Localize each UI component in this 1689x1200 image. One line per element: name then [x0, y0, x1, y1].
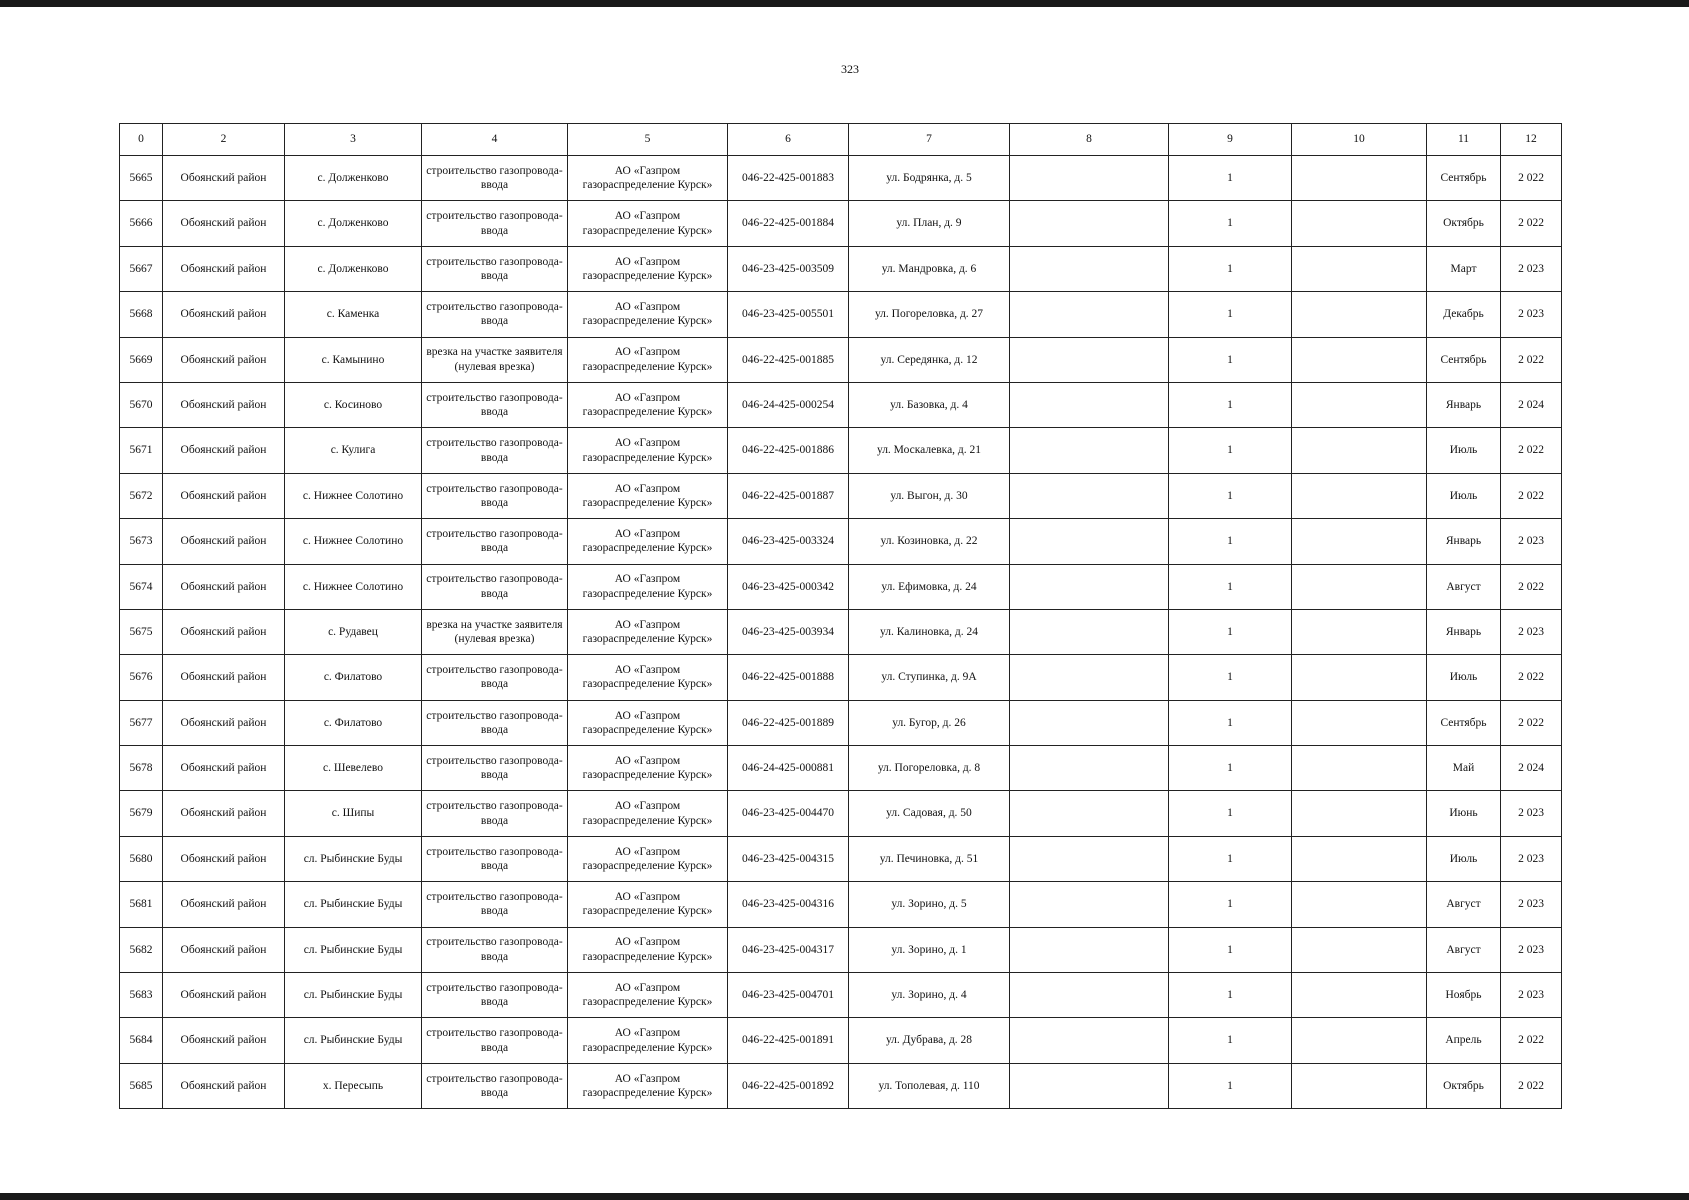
organization-cell: АО «Газпром газораспределение Курск» [568, 428, 728, 473]
count-cell: 1 [1169, 337, 1292, 382]
work-type-cell: строительство газопровода-ввода [422, 519, 568, 564]
column-10-cell [1292, 337, 1427, 382]
column-header: 4 [422, 124, 568, 156]
table-row [120, 201, 1562, 246]
address-cell: ул. Бодрянка, д. 5 [849, 156, 1010, 201]
column-8-cell [1010, 655, 1169, 700]
address-cell: ул. Выгон, д. 30 [849, 473, 1010, 518]
address-cell: ул. Мандровка, д. 6 [849, 246, 1010, 291]
district-cell: Обоянский район [163, 519, 285, 564]
locality-cell: с. Нижнее Солотино [285, 564, 422, 609]
address-cell: ул. Бугор, д. 26 [849, 700, 1010, 745]
address-cell: ул. Зорино, д. 5 [849, 882, 1010, 927]
month-cell: Июль [1427, 473, 1501, 518]
year-cell: 2 022 [1501, 201, 1562, 246]
header-row [120, 124, 1562, 156]
work-type-cell: строительство газопровода-ввода [422, 473, 568, 518]
column-8-cell [1010, 973, 1169, 1018]
code-cell: 046-23-425-003934 [728, 609, 849, 654]
organization-cell: АО «Газпром газораспределение Курск» [568, 246, 728, 291]
table-row [120, 473, 1562, 518]
year-cell: 2 024 [1501, 382, 1562, 427]
address-cell: ул. Зорино, д. 1 [849, 927, 1010, 972]
district-cell: Обоянский район [163, 1018, 285, 1063]
locality-cell: сл. Рыбинские Буды [285, 927, 422, 972]
district-cell: Обоянский район [163, 882, 285, 927]
code-cell: 046-23-425-004316 [728, 882, 849, 927]
code-cell: 046-23-425-005501 [728, 292, 849, 337]
work-type-cell: строительство газопровода-ввода [422, 1063, 568, 1108]
work-type-cell: строительство газопровода-ввода [422, 700, 568, 745]
year-cell: 2 022 [1501, 700, 1562, 745]
district-cell: Обоянский район [163, 791, 285, 836]
address-cell: ул. Козиновка, д. 22 [849, 519, 1010, 564]
organization-cell: АО «Газпром газораспределение Курск» [568, 156, 728, 201]
work-type-cell: строительство газопровода-ввода [422, 746, 568, 791]
organization-cell: АО «Газпром газораспределение Курск» [568, 655, 728, 700]
count-cell: 1 [1169, 156, 1292, 201]
column-10-cell [1292, 292, 1427, 337]
address-cell: ул. Погореловка, д. 8 [849, 746, 1010, 791]
count-cell: 1 [1169, 564, 1292, 609]
year-cell: 2 023 [1501, 609, 1562, 654]
count-cell: 1 [1169, 609, 1292, 654]
column-10-cell [1292, 564, 1427, 609]
column-10-cell [1292, 655, 1427, 700]
column-10-cell [1292, 836, 1427, 881]
address-cell: ул. Дубрава, д. 28 [849, 1018, 1010, 1063]
column-10-cell [1292, 201, 1427, 246]
district-cell: Обоянский район [163, 609, 285, 654]
table-row [120, 428, 1562, 473]
month-cell: Июнь [1427, 791, 1501, 836]
organization-cell: АО «Газпром газораспределение Курск» [568, 1018, 728, 1063]
column-10-cell [1292, 519, 1427, 564]
column-header: 3 [285, 124, 422, 156]
count-cell: 1 [1169, 700, 1292, 745]
year-cell: 2 023 [1501, 836, 1562, 881]
district-cell: Обоянский район [163, 382, 285, 427]
code-cell: 046-22-425-001887 [728, 473, 849, 518]
table-row [120, 836, 1562, 881]
column-header: 6 [728, 124, 849, 156]
district-cell: Обоянский район [163, 156, 285, 201]
year-cell: 2 022 [1501, 1063, 1562, 1108]
year-cell: 2 024 [1501, 746, 1562, 791]
column-8-cell [1010, 292, 1169, 337]
locality-cell: сл. Рыбинские Буды [285, 1018, 422, 1063]
district-cell: Обоянский район [163, 246, 285, 291]
organization-cell: АО «Газпром газораспределение Курск» [568, 519, 728, 564]
code-cell: 046-22-425-001884 [728, 201, 849, 246]
table-row [120, 337, 1562, 382]
month-cell: Май [1427, 746, 1501, 791]
district-cell: Обоянский район [163, 428, 285, 473]
scan-border-bottom [0, 1193, 1689, 1200]
locality-cell: с. Рудавец [285, 609, 422, 654]
district-cell: Обоянский район [163, 337, 285, 382]
address-cell: ул. План, д. 9 [849, 201, 1010, 246]
address-cell: ул. Печиновка, д. 51 [849, 836, 1010, 881]
column-8-cell [1010, 1063, 1169, 1108]
row-number-cell: 5685 [120, 1063, 163, 1108]
organization-cell: АО «Газпром газораспределение Курск» [568, 791, 728, 836]
count-cell: 1 [1169, 201, 1292, 246]
work-type-cell: строительство газопровода-ввода [422, 836, 568, 881]
table-row [120, 655, 1562, 700]
organization-cell: АО «Газпром газораспределение Курск» [568, 882, 728, 927]
table-row [120, 1018, 1562, 1063]
month-cell: Сентябрь [1427, 700, 1501, 745]
row-number-cell: 5680 [120, 836, 163, 881]
year-cell: 2 022 [1501, 473, 1562, 518]
year-cell: 2 022 [1501, 655, 1562, 700]
address-cell: ул. Садовая, д. 50 [849, 791, 1010, 836]
code-cell: 046-22-425-001883 [728, 156, 849, 201]
month-cell: Январь [1427, 382, 1501, 427]
address-cell: ул. Зорино, д. 4 [849, 973, 1010, 1018]
column-header: 0 [120, 124, 163, 156]
month-cell: Декабрь [1427, 292, 1501, 337]
month-cell: Январь [1427, 519, 1501, 564]
code-cell: 046-23-425-000342 [728, 564, 849, 609]
locality-cell: с. Долженково [285, 246, 422, 291]
month-cell: Июль [1427, 428, 1501, 473]
row-number-cell: 5681 [120, 882, 163, 927]
column-header: 7 [849, 124, 1010, 156]
month-cell: Сентябрь [1427, 337, 1501, 382]
address-cell: ул. Погореловка, д. 27 [849, 292, 1010, 337]
column-header: 5 [568, 124, 728, 156]
column-10-cell [1292, 156, 1427, 201]
work-type-cell: врезка на участке заявителя (нулевая врезка) [422, 337, 568, 382]
row-number-cell: 5682 [120, 927, 163, 972]
work-type-cell: строительство газопровода-ввода [422, 791, 568, 836]
code-cell: 046-22-425-001891 [728, 1018, 849, 1063]
code-cell: 046-23-425-004315 [728, 836, 849, 881]
work-type-cell: врезка на участке заявителя (нулевая врезка) [422, 609, 568, 654]
address-cell: ул. Базовка, д. 4 [849, 382, 1010, 427]
month-cell: Март [1427, 246, 1501, 291]
month-cell: Апрель [1427, 1018, 1501, 1063]
column-8-cell [1010, 564, 1169, 609]
column-8-cell [1010, 428, 1169, 473]
column-8-cell [1010, 791, 1169, 836]
work-type-cell: строительство газопровода-ввода [422, 973, 568, 1018]
code-cell: 046-23-425-004470 [728, 791, 849, 836]
table-row [120, 1063, 1562, 1108]
table-row [120, 519, 1562, 564]
locality-cell: сл. Рыбинские Буды [285, 882, 422, 927]
row-number-cell: 5676 [120, 655, 163, 700]
column-10-cell [1292, 927, 1427, 972]
column-header: 12 [1501, 124, 1562, 156]
organization-cell: АО «Газпром газораспределение Курск» [568, 382, 728, 427]
table-row [120, 973, 1562, 1018]
row-number-cell: 5669 [120, 337, 163, 382]
locality-cell: с. Кулига [285, 428, 422, 473]
locality-cell: с. Филатово [285, 655, 422, 700]
column-8-cell [1010, 201, 1169, 246]
district-cell: Обоянский район [163, 292, 285, 337]
column-8-cell [1010, 700, 1169, 745]
row-number-cell: 5672 [120, 473, 163, 518]
row-number-cell: 5675 [120, 609, 163, 654]
district-cell: Обоянский район [163, 927, 285, 972]
year-cell: 2 023 [1501, 882, 1562, 927]
count-cell: 1 [1169, 1063, 1292, 1108]
code-cell: 046-23-425-003509 [728, 246, 849, 291]
address-cell: ул. Середянка, д. 12 [849, 337, 1010, 382]
column-8-cell [1010, 156, 1169, 201]
code-cell: 046-24-425-000254 [728, 382, 849, 427]
count-cell: 1 [1169, 882, 1292, 927]
district-cell: Обоянский район [163, 473, 285, 518]
work-type-cell: строительство газопровода-ввода [422, 655, 568, 700]
column-8-cell [1010, 836, 1169, 881]
locality-cell: с. Долженково [285, 201, 422, 246]
year-cell: 2 022 [1501, 1018, 1562, 1063]
locality-cell: с. Нижнее Солотино [285, 473, 422, 518]
table-row [120, 382, 1562, 427]
table-row [120, 609, 1562, 654]
organization-cell: АО «Газпром газораспределение Курск» [568, 201, 728, 246]
locality-cell: с. Долженково [285, 156, 422, 201]
month-cell: Август [1427, 927, 1501, 972]
address-cell: ул. Тополевая, д. 110 [849, 1063, 1010, 1108]
column-header: 11 [1427, 124, 1501, 156]
code-cell: 046-22-425-001889 [728, 700, 849, 745]
locality-cell: с. Шевелево [285, 746, 422, 791]
row-number-cell: 5683 [120, 973, 163, 1018]
column-8-cell [1010, 246, 1169, 291]
month-cell: Июль [1427, 655, 1501, 700]
year-cell: 2 023 [1501, 927, 1562, 972]
row-number-cell: 5670 [120, 382, 163, 427]
code-cell: 046-22-425-001888 [728, 655, 849, 700]
column-8-cell [1010, 1018, 1169, 1063]
year-cell: 2 023 [1501, 791, 1562, 836]
count-cell: 1 [1169, 519, 1292, 564]
count-cell: 1 [1169, 382, 1292, 427]
locality-cell: с. Каменка [285, 292, 422, 337]
column-8-cell [1010, 519, 1169, 564]
column-8-cell [1010, 746, 1169, 791]
year-cell: 2 023 [1501, 519, 1562, 564]
column-8-cell [1010, 337, 1169, 382]
organization-cell: АО «Газпром газораспределение Курск» [568, 836, 728, 881]
month-cell: Август [1427, 882, 1501, 927]
month-cell: Январь [1427, 609, 1501, 654]
address-cell: ул. Москалевка, д. 21 [849, 428, 1010, 473]
count-cell: 1 [1169, 973, 1292, 1018]
organization-cell: АО «Газпром газораспределение Курск» [568, 609, 728, 654]
column-10-cell [1292, 382, 1427, 427]
count-cell: 1 [1169, 836, 1292, 881]
organization-cell: АО «Газпром газораспределение Курск» [568, 700, 728, 745]
year-cell: 2 022 [1501, 564, 1562, 609]
column-10-cell [1292, 473, 1427, 518]
organization-cell: АО «Газпром газораспределение Курск» [568, 564, 728, 609]
organization-cell: АО «Газпром газораспределение Курск» [568, 292, 728, 337]
count-cell: 1 [1169, 428, 1292, 473]
year-cell: 2 023 [1501, 973, 1562, 1018]
column-10-cell [1292, 882, 1427, 927]
count-cell: 1 [1169, 246, 1292, 291]
code-cell: 046-24-425-000881 [728, 746, 849, 791]
column-8-cell [1010, 473, 1169, 518]
district-cell: Обоянский район [163, 564, 285, 609]
count-cell: 1 [1169, 473, 1292, 518]
code-cell: 046-23-425-004317 [728, 927, 849, 972]
year-cell: 2 022 [1501, 428, 1562, 473]
code-cell: 046-22-425-001892 [728, 1063, 849, 1108]
district-cell: Обоянский район [163, 836, 285, 881]
scan-border-top [0, 0, 1689, 7]
column-10-cell [1292, 428, 1427, 473]
table-row [120, 564, 1562, 609]
district-cell: Обоянский район [163, 201, 285, 246]
work-type-cell: строительство газопровода-ввода [422, 292, 568, 337]
count-cell: 1 [1169, 655, 1292, 700]
column-10-cell [1292, 746, 1427, 791]
column-8-cell [1010, 927, 1169, 972]
column-10-cell [1292, 973, 1427, 1018]
month-cell: Июль [1427, 836, 1501, 881]
work-type-cell: строительство газопровода-ввода [422, 1018, 568, 1063]
row-number-cell: 5677 [120, 700, 163, 745]
year-cell: 2 023 [1501, 246, 1562, 291]
organization-cell: АО «Газпром газораспределение Курск» [568, 1063, 728, 1108]
row-number-cell: 5679 [120, 791, 163, 836]
code-cell: 046-23-425-003324 [728, 519, 849, 564]
organization-cell: АО «Газпром газораспределение Курск» [568, 473, 728, 518]
table-row [120, 292, 1562, 337]
column-10-cell [1292, 791, 1427, 836]
work-type-cell: строительство газопровода-ввода [422, 564, 568, 609]
row-number-cell: 5671 [120, 428, 163, 473]
row-number-cell: 5674 [120, 564, 163, 609]
work-type-cell: строительство газопровода-ввода [422, 882, 568, 927]
row-number-cell: 5667 [120, 246, 163, 291]
organization-cell: АО «Газпром газораспределение Курск» [568, 746, 728, 791]
count-cell: 1 [1169, 292, 1292, 337]
year-cell: 2 022 [1501, 156, 1562, 201]
registry-table [119, 123, 1562, 1109]
row-number-cell: 5666 [120, 201, 163, 246]
table-row [120, 791, 1562, 836]
work-type-cell: строительство газопровода-ввода [422, 382, 568, 427]
month-cell: Сентябрь [1427, 156, 1501, 201]
column-10-cell [1292, 1018, 1427, 1063]
locality-cell: сл. Рыбинские Буды [285, 836, 422, 881]
month-cell: Октябрь [1427, 201, 1501, 246]
work-type-cell: строительство газопровода-ввода [422, 156, 568, 201]
table-row [120, 700, 1562, 745]
column-8-cell [1010, 382, 1169, 427]
count-cell: 1 [1169, 746, 1292, 791]
work-type-cell: строительство газопровода-ввода [422, 246, 568, 291]
column-header: 10 [1292, 124, 1427, 156]
district-cell: Обоянский район [163, 973, 285, 1018]
month-cell: Август [1427, 564, 1501, 609]
locality-cell: с. Филатово [285, 700, 422, 745]
column-10-cell [1292, 609, 1427, 654]
locality-cell: с. Шипы [285, 791, 422, 836]
row-number-cell: 5684 [120, 1018, 163, 1063]
column-header: 9 [1169, 124, 1292, 156]
locality-cell: с. Нижнее Солотино [285, 519, 422, 564]
address-cell: ул. Ефимовка, д. 24 [849, 564, 1010, 609]
column-8-cell [1010, 882, 1169, 927]
column-header: 2 [163, 124, 285, 156]
address-cell: ул. Калиновка, д. 24 [849, 609, 1010, 654]
organization-cell: АО «Газпром газораспределение Курск» [568, 337, 728, 382]
locality-cell: с. Косиново [285, 382, 422, 427]
count-cell: 1 [1169, 1018, 1292, 1063]
locality-cell: х. Пересыпь [285, 1063, 422, 1108]
column-10-cell [1292, 1063, 1427, 1108]
address-cell: ул. Ступинка, д. 9А [849, 655, 1010, 700]
district-cell: Обоянский район [163, 1063, 285, 1108]
table-row [120, 746, 1562, 791]
code-cell: 046-22-425-001886 [728, 428, 849, 473]
table-row [120, 927, 1562, 972]
work-type-cell: строительство газопровода-ввода [422, 927, 568, 972]
district-cell: Обоянский район [163, 746, 285, 791]
organization-cell: АО «Газпром газораспределение Курск» [568, 927, 728, 972]
row-number-cell: 5678 [120, 746, 163, 791]
district-cell: Обоянский район [163, 700, 285, 745]
table-body [120, 156, 1562, 1109]
page-number: 323 [841, 62, 859, 76]
table-row [120, 882, 1562, 927]
month-cell: Октябрь [1427, 1063, 1501, 1108]
month-cell: Ноябрь [1427, 973, 1501, 1018]
table-row [120, 156, 1562, 201]
code-cell: 046-23-425-004701 [728, 973, 849, 1018]
count-cell: 1 [1169, 927, 1292, 972]
code-cell: 046-22-425-001885 [728, 337, 849, 382]
organization-cell: АО «Газпром газораспределение Курск» [568, 973, 728, 1018]
work-type-cell: строительство газопровода-ввода [422, 428, 568, 473]
year-cell: 2 022 [1501, 337, 1562, 382]
column-header: 8 [1010, 124, 1169, 156]
row-number-cell: 5668 [120, 292, 163, 337]
locality-cell: сл. Рыбинские Буды [285, 973, 422, 1018]
column-8-cell [1010, 609, 1169, 654]
count-cell: 1 [1169, 791, 1292, 836]
work-type-cell: строительство газопровода-ввода [422, 201, 568, 246]
row-number-cell: 5665 [120, 156, 163, 201]
district-cell: Обоянский район [163, 655, 285, 700]
column-10-cell [1292, 700, 1427, 745]
locality-cell: с. Камынино [285, 337, 422, 382]
table-row [120, 246, 1562, 291]
year-cell: 2 023 [1501, 292, 1562, 337]
row-number-cell: 5673 [120, 519, 163, 564]
column-10-cell [1292, 246, 1427, 291]
